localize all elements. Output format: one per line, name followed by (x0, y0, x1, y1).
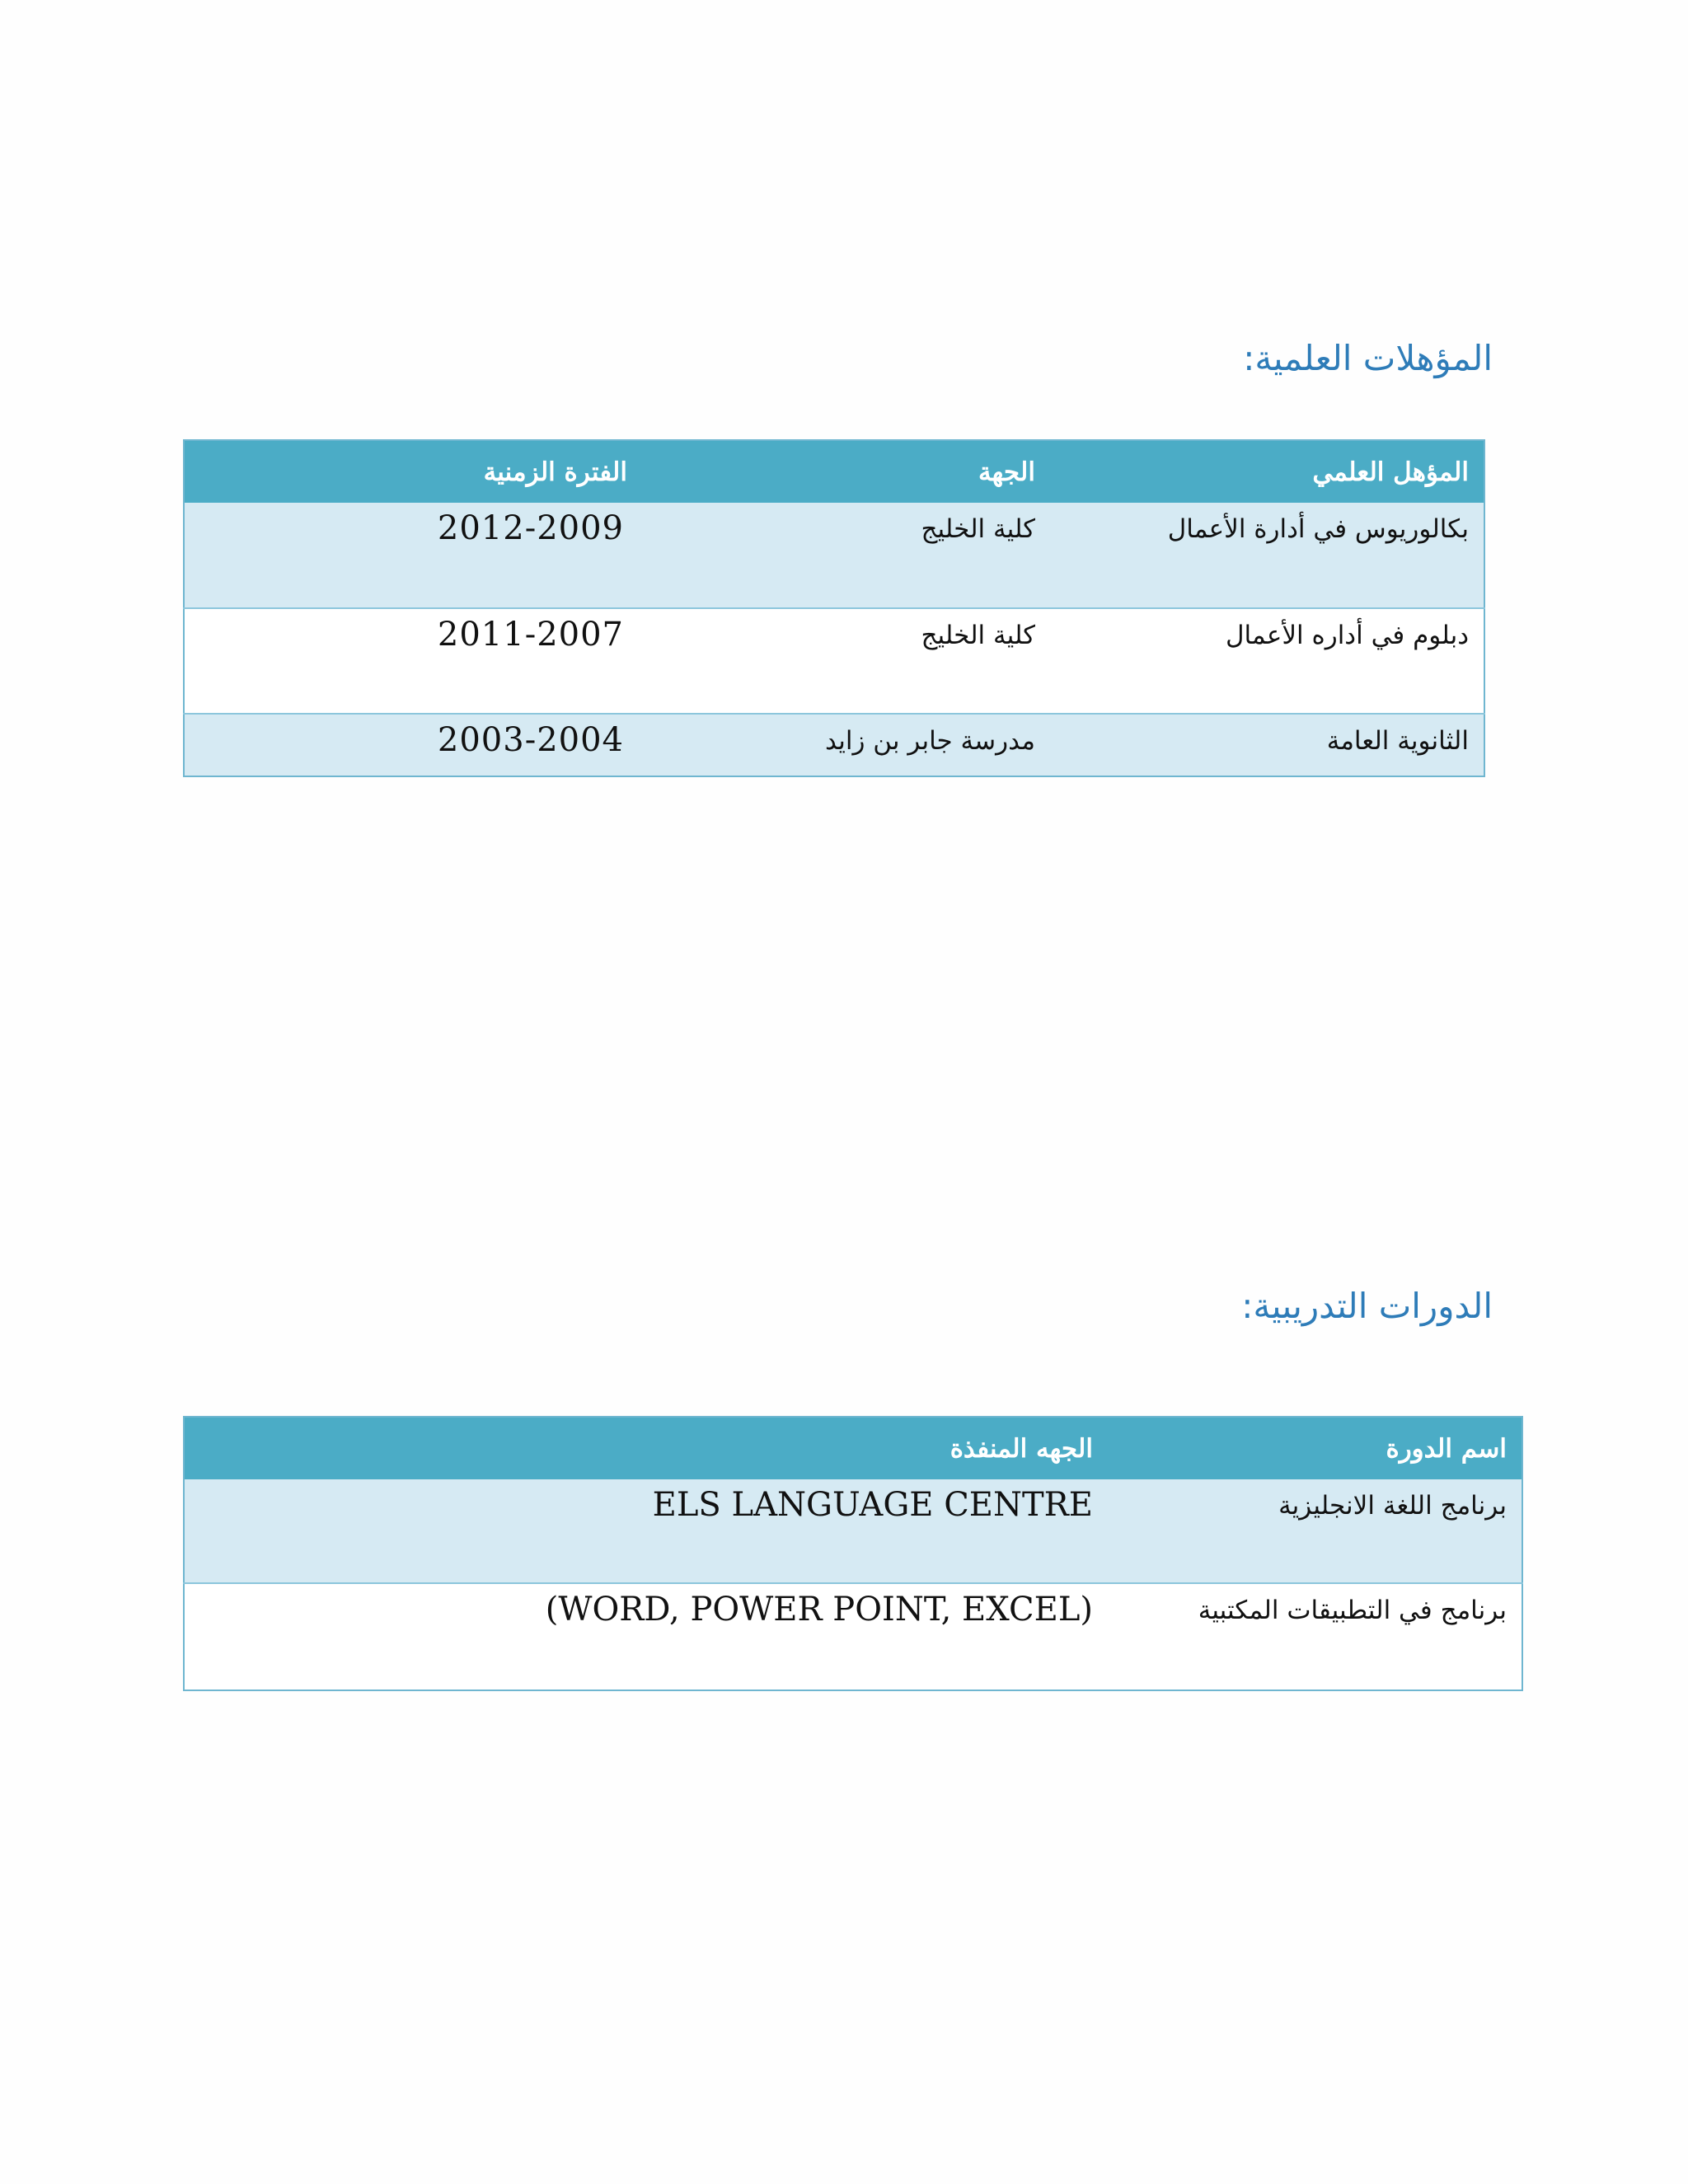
period-cell: 2012-2009 (184, 503, 642, 608)
course-name-cell: برنامج في التطبيقات المكتبية (1108, 1583, 1522, 1690)
courses-table (183, 1416, 1523, 1691)
table-row (184, 608, 1484, 714)
courses-header-row (184, 1417, 1522, 1479)
qualification-cell: بكالوريوس في أدارة الأعمال (1050, 503, 1484, 608)
table-row (184, 1583, 1522, 1690)
period-cell: 2011-2007 (184, 608, 642, 714)
table-row (184, 1479, 1522, 1583)
qualification-cell: دبلوم في أداره الأعمال (1050, 608, 1484, 714)
table-row (184, 714, 1484, 776)
provider-column-header: الجهه المنفذة (184, 1417, 1108, 1479)
provider-cell: ELS LANGUAGE CENTRE (184, 1479, 1108, 1583)
institution-cell: مدرسة جابر بن زايد (642, 714, 1050, 776)
courses-section-title: الدورات التدريبية: (1241, 1286, 1493, 1326)
period-cell: 2003-2004 (184, 714, 642, 776)
qualifications-table (183, 439, 1485, 777)
institution-column-header: الجهة (642, 440, 1050, 503)
course-name-cell: برنامج اللغة الانجليزية (1108, 1479, 1522, 1583)
table-row (184, 503, 1484, 608)
qualifications-header-row (184, 440, 1484, 503)
institution-cell: كلية الخليج (642, 503, 1050, 608)
qualification-cell: الثانوية العامة (1050, 714, 1484, 776)
qualifications-section-title: المؤهلات العلمية: (1243, 338, 1493, 378)
provider-cell: (WORD, POWER POINT, EXCEL) (184, 1583, 1108, 1690)
qualification-column-header: المؤهل العلمي (1050, 440, 1484, 503)
period-column-header: الفترة الزمنية (184, 440, 642, 503)
course-name-column-header: اسم الدورة (1108, 1417, 1522, 1479)
institution-cell: كلية الخليج (642, 608, 1050, 714)
